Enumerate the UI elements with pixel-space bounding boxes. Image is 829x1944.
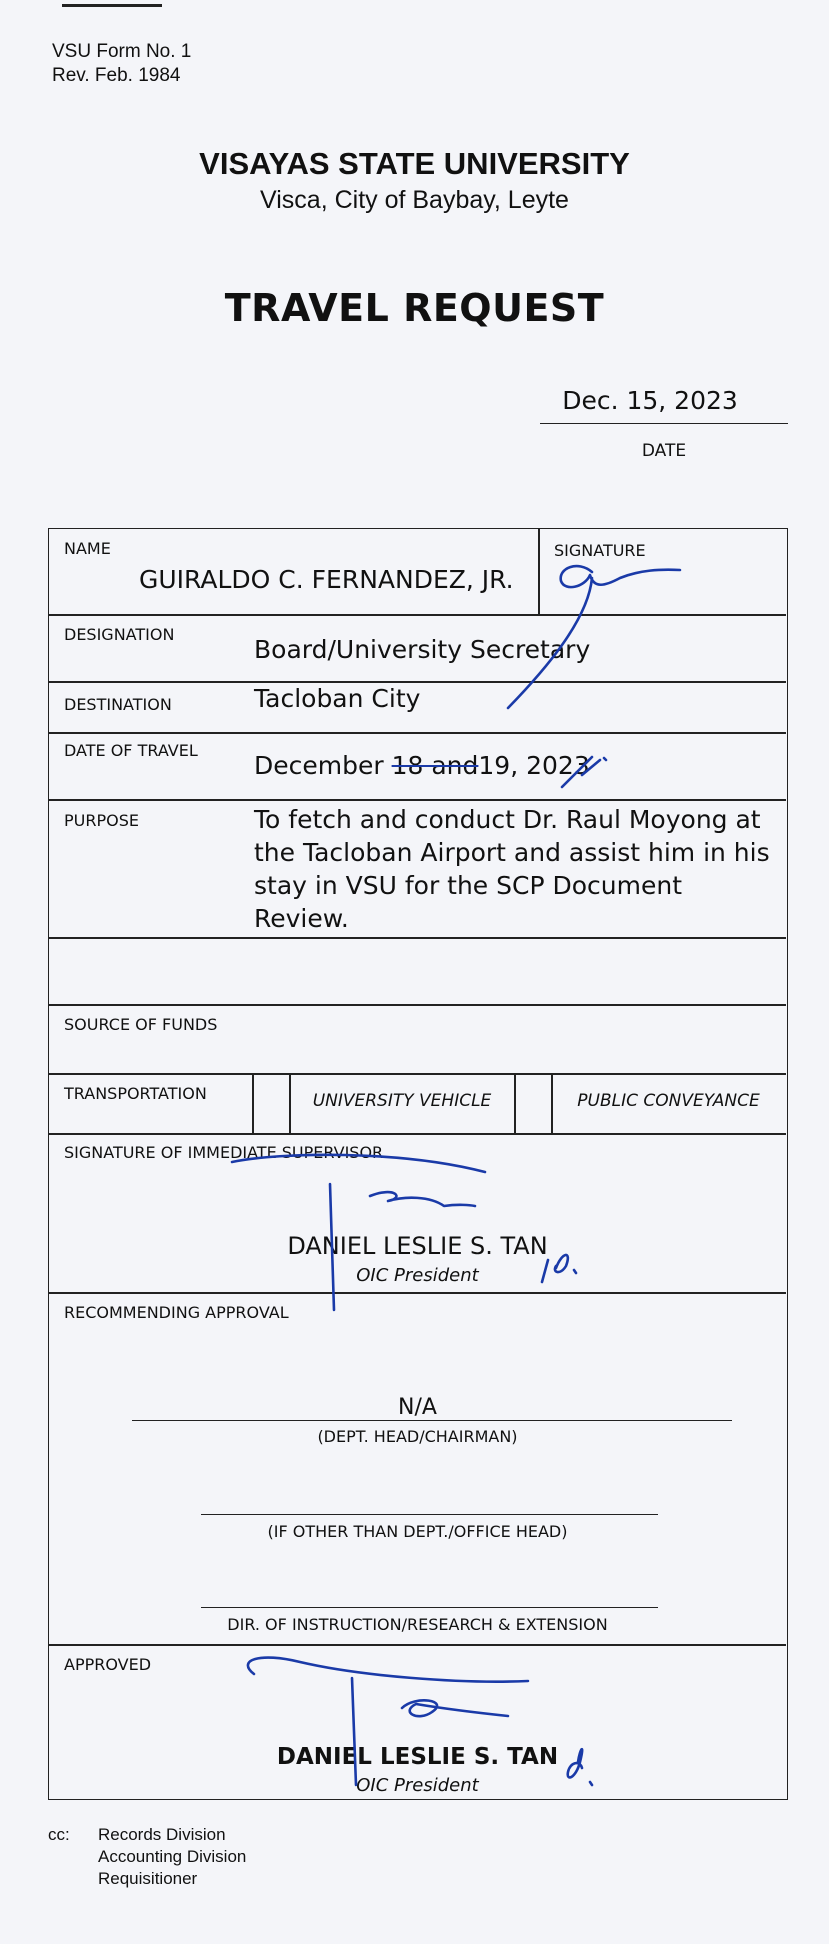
other-head-line — [201, 1514, 658, 1515]
divider — [252, 1073, 254, 1134]
designation-value: Board/University Secretary — [254, 635, 591, 664]
top-edge-mark — [62, 4, 162, 7]
divider — [49, 937, 786, 939]
destination-label: DESTINATION — [64, 695, 172, 714]
date-of-travel-value — [254, 751, 590, 780]
divider — [49, 681, 786, 683]
option-public-conveyance: PUBLIC CONVEYANCE — [577, 1091, 760, 1111]
divider — [49, 799, 786, 801]
divider — [49, 1292, 786, 1294]
divider — [538, 529, 540, 615]
divider — [49, 1073, 786, 1075]
director-line — [201, 1607, 658, 1608]
divider — [49, 1004, 786, 1006]
travel-request-form — [48, 528, 788, 1800]
travel-day-year: 19, 2023 — [478, 751, 590, 780]
approver-title: OIC President — [356, 1775, 479, 1796]
approver-name: DANIEL LESLIE S. TAN — [276, 1744, 559, 1770]
name-label: NAME — [64, 539, 111, 558]
approved-label: APPROVED — [64, 1655, 152, 1674]
transportation-label: TRANSPORTATION — [64, 1084, 207, 1103]
page-title: TRAVEL REQUEST — [224, 286, 605, 330]
dept-head-value: N/A — [398, 1395, 437, 1420]
date-underline — [540, 423, 788, 424]
purpose-value: To fetch and conduct Dr. Raul Moyong at the Tacloban Airport and assist him in his stay in VSU for the SCP Document Review. — [254, 805, 770, 933]
divider — [49, 732, 786, 734]
cc-recipient: Records Division — [98, 1825, 226, 1844]
purpose-label: PURPOSE — [64, 811, 139, 830]
source-of-funds-label: SOURCE OF FUNDS — [64, 1015, 218, 1034]
signature-label: SIGNATURE — [554, 541, 646, 560]
supervisor-name: DANIEL LESLIE S. TAN — [287, 1232, 548, 1260]
struck-dates: 18 and — [391, 751, 479, 780]
date-of-travel-label: DATE OF TRAVEL — [64, 741, 198, 760]
director-label: DIR. OF INSTRUCTION/RESEARCH & EXTENSION — [227, 1615, 608, 1634]
supervisor-label: SIGNATURE OF IMMEDIATE SUPERVISOR — [64, 1143, 384, 1162]
recommending-approval-label: RECOMMENDING APPROVAL — [64, 1303, 289, 1322]
travel-month: December — [254, 751, 384, 780]
divider — [49, 614, 786, 616]
university-address: Visca, City of Baybay, Leyte — [260, 186, 569, 214]
cc-recipient: Accounting Division — [98, 1847, 247, 1866]
dept-head-line — [132, 1420, 732, 1421]
supervisor-title: OIC President — [356, 1265, 479, 1286]
name-value: GUIRALDO C. FERNANDEZ, JR. — [139, 565, 514, 594]
university-name: VISAYAS STATE UNIVERSITY — [199, 146, 630, 181]
destination-value: Tacloban City — [254, 684, 421, 713]
form-revision: Rev. Feb. 1984 — [52, 65, 181, 86]
designation-label: DESIGNATION — [64, 625, 175, 644]
cc-recipients — [98, 1824, 246, 1890]
request-date: Dec. 15, 2023 — [562, 386, 738, 415]
dept-head-label: (DEPT. HEAD/CHAIRMAN) — [317, 1427, 518, 1446]
cc-label: cc: — [48, 1825, 70, 1844]
date-label: DATE — [641, 441, 687, 461]
divider — [49, 1644, 786, 1646]
option-university-vehicle: UNIVERSITY VEHICLE — [312, 1091, 492, 1111]
form-number-block — [52, 40, 191, 88]
divider — [49, 1133, 786, 1135]
other-head-label: (IF OTHER THAN DEPT./OFFICE HEAD) — [267, 1522, 568, 1541]
form-number: VSU Form No. 1 — [52, 41, 192, 62]
cc-recipient: Requisitioner — [98, 1869, 198, 1888]
